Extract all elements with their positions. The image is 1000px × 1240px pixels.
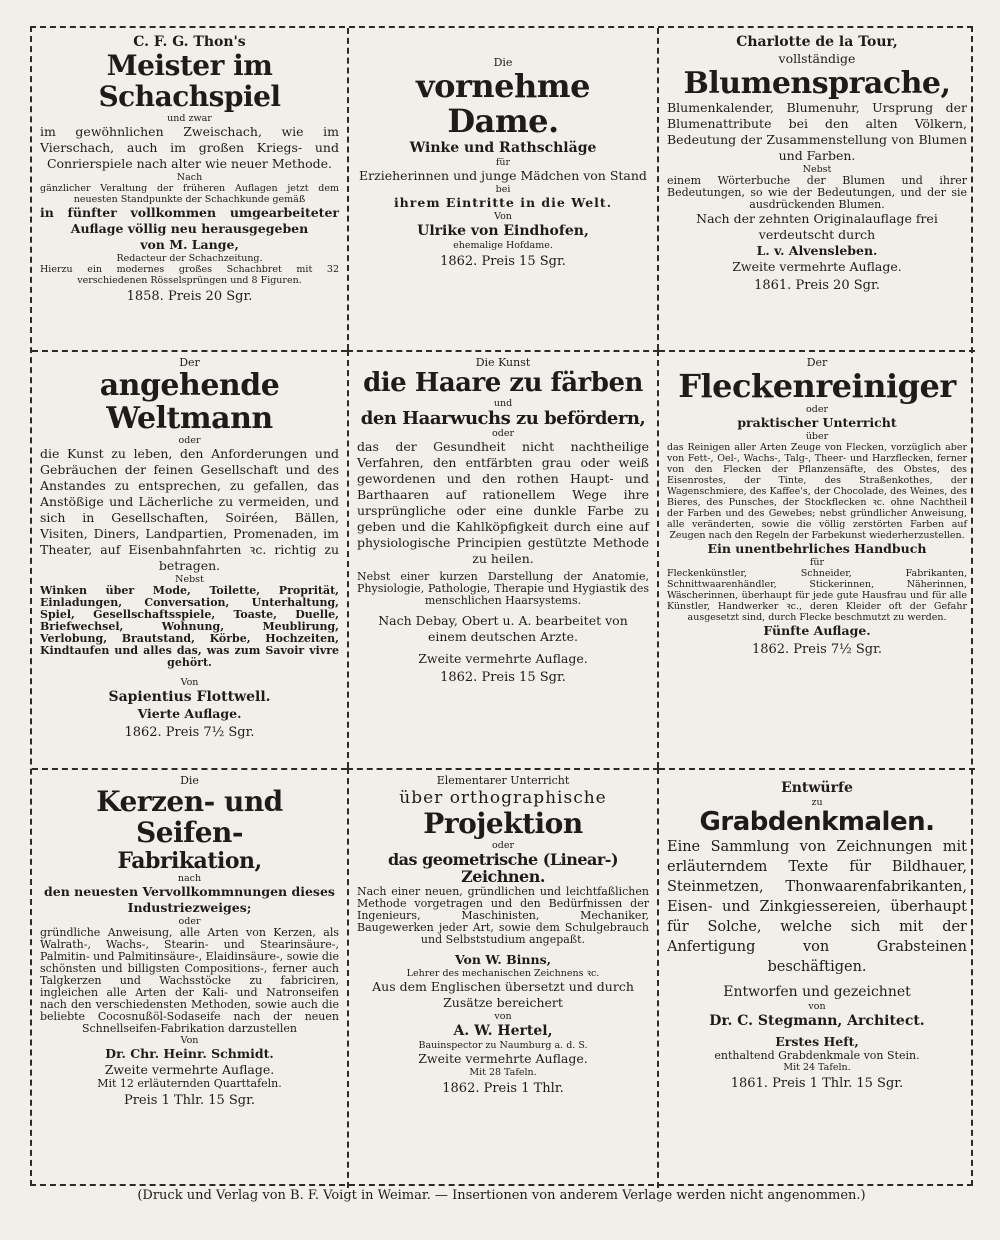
part-line: Erstes Heft, [775, 1033, 859, 1049]
connector: über [805, 431, 829, 443]
description: gründliche Anweisung, alle Arten von Kerzen, als Walrath-, Wachs-, Stearin- und Stearinsäure-, Palmitin- und Palmitinsäure-, Elaidinsäure-, sowie die schönsten und billigsten Compositions-, ferner auch Talgkerzen und Wachsstöcke zu fabriciren, ingleichen alle Arten der Kali- und Natronseifen nach den verschiedensten Methoden, sowie auch die beliebte Cocosnußöl-Sodaseife nach der neuen Schnellseifen-Fabrikation darzustellen [40, 925, 339, 1035]
ad-grid [30, 26, 973, 1186]
author-role: ehemalige Hofdame. [453, 240, 553, 252]
connector: nach [177, 872, 202, 884]
book-title: Kerzen- und Seifen- [96, 785, 283, 849]
publisher-footer: (Druck und Verlag von B. F. Voigt in Weimar. — Insertionen von anderem Verlage werden nicht angenommen.) [137, 1188, 866, 1203]
connector: von [494, 1010, 512, 1022]
price: 1861. Preis 20 Sgr. [754, 278, 880, 293]
author-name: Sapientius Flottwell. [108, 689, 271, 705]
connector: Von [180, 677, 199, 688]
author-role: Redacteur der Schachzeitung. [116, 252, 263, 264]
edition-line: Zweite vermehrte Auflage. [418, 1050, 588, 1066]
book-title-2: den Haarwuchs zu befördern, [360, 407, 646, 429]
ad-schachspiel [32, 28, 347, 350]
price: 1862. Preis 15 Sgr. [440, 254, 566, 270]
ad-grabdenkmalen [659, 768, 975, 1188]
author-line: Nach Debay, Obert u. A. bearbeitet von einem deutschen Arzte. [378, 613, 628, 645]
book-title-2: Fabrikation, [117, 847, 262, 874]
description-2: Fleckenkünstler, Schneider, Fabrikanten, Schnittwaarenhändler, Stickerinnen, Näherinnen, Wäscherinnen, überhaupt für jede gute Hausfrau und für alle Künstler, Handwerker ꝛc., deren Kleider oft der Gefahr ausgesetzt sind, durch Flecke beschmutzt zu werden. [667, 568, 967, 624]
pre-title: Die Kunst [475, 356, 531, 369]
drawn-note: Entworfen und gezeichnet [723, 983, 911, 1000]
extra-note: Hierzu ein modernes großes Schachbret mit 32 verschiedenen Rösselsprüngen und 8 Figuren. [40, 263, 339, 286]
author-name: Ulrike von Eindhofen, [417, 223, 589, 240]
subtitle: den neuesten Vervollkommnungen dieses Industriezweiges; [44, 883, 335, 915]
author-name: von M. Lange, [140, 236, 239, 252]
connector: oder [178, 435, 201, 446]
edition-line: Zweite vermehrte Auflage. [732, 259, 902, 274]
edition-line: Fünfte Auflage. [763, 623, 871, 639]
audience: Erzieherinnen und junge Mädchen von Stand [359, 168, 647, 184]
plates-note: Mit 28 Tafeln. [469, 1066, 537, 1078]
ad-weltmann [32, 350, 347, 768]
book-title: Fleckenreiniger [678, 367, 956, 405]
connector: oder [806, 404, 828, 416]
article: Die [493, 56, 513, 69]
edition-line: Zweite vermehrte Auflage. [104, 1061, 275, 1077]
author-line: C. F. G. Thon's [133, 34, 246, 50]
book-title: Blumensprache, [683, 66, 951, 101]
ad-kerzen-seifen [32, 768, 347, 1188]
connector: Nebst [802, 164, 832, 175]
edition-line: in fünfter vollkommen umgearbeiteter Auflage völlig neu herausgegeben [40, 204, 339, 236]
ad-fleckenreiniger [659, 350, 975, 768]
connector: oder [492, 428, 514, 440]
part-desc: enthaltend Grabdenkmale von Stein. [714, 1048, 920, 1062]
connector: Von [494, 211, 512, 223]
description: das der Gesundheit nicht nachtheilige Verfahren, den entfärbten grau oder weiß gewordenen und den rothen Haupt- und Barthaaren auf rationellem Wege ihre ursprüngliche oder eine dunkle Farbe zu geben und die Kahlköpfigkeit durch eine auf physiologische Principien gestützte Methode zu heilen. [357, 439, 649, 567]
pre-title: Elementarer Unterricht [436, 774, 570, 787]
description-2: gänzlicher Veraltung der früheren Auflagen jetzt dem neuesten Standpunkte der Schachkunde gemäß [40, 182, 339, 205]
article: Der [179, 356, 200, 369]
ad-haare-faerben [347, 350, 659, 768]
description-2: einem Wörterbuche der Blumen und ihrer Bedeutungen, so wie der Bedeutungen, und der sie ausdrückenden Blumen. [667, 174, 967, 211]
edition-line: Zweite vermehrte Auflage. [418, 651, 588, 667]
author-name: Dr. Chr. Heinr. Schmidt. [105, 1045, 274, 1061]
description-2: Winken über Mode, Toilette, Proprität, Einladungen, Conversation, Unterhaltung, Spiel, Gesellschaftsspiele, Toaste, Duelle, Briefwechsel, Wohnung, Meublirung, Verlobung, Brautstand, Körbe, Hochzeiten, Kindtaufen und alles das, was zum Savoir vivre gehört. [40, 584, 339, 669]
connector: bei [495, 184, 511, 196]
connector: Nebst [175, 574, 204, 585]
price: 1861. Preis 1 Thlr. 15 Sgr. [730, 1075, 904, 1091]
price: 1858. Preis 20 Sgr. [126, 288, 253, 304]
book-title: Projektion [423, 807, 583, 840]
description: das Reinigen aller Arten Zeuge von Flecken, vorzüglich aber von Fett-, Oel-, Wachs-, Talg-, Theer- und Harzflecken, ferner von den Flecken der Pflanzensäfte, des Obstes, des Eisenrostes, der Tinte, des Straßenkothes, der Wagenschmiere, des Kaffee's, der Chocolade, des Weines, des Bieres, des Punsches, der Stockflecken ꝛc. ohne Nachtheil der Farben und des Gewebes; nebst gründlicher Anweisung, alle veränderten, sowie die völlig zerstörten Farben auf Zeugen nach den Regeln der Farbekunst wiederherzustellen. [667, 442, 967, 542]
book-title: Grabdenkmalen. [699, 807, 935, 837]
ad-blumensprache [659, 28, 975, 350]
article: Die [180, 774, 199, 787]
price: 1862. Preis 1 Thlr. [442, 1080, 564, 1096]
ad-vornehme-dame [347, 28, 659, 350]
price: 1862. Preis 15 Sgr. [440, 670, 566, 686]
plates-note: Mit 12 erläuternden Quarttafeln. [97, 1076, 282, 1090]
author-line: Charlotte de la Tour, [736, 34, 898, 50]
book-title: vornehme Dame. [416, 67, 590, 141]
description: im gewöhnlichen Zweischach, wie im Vierschach, auch im großen Kriegs- und Conrierspiele nach alter wie neuer Methode. [40, 123, 339, 171]
plates-note: Mit 24 Tafeln. [783, 1061, 851, 1073]
price: 1862. Preis 7½ Sgr. [124, 725, 255, 740]
connector: zu [811, 797, 823, 808]
description: Nach einer neuen, gründlichen und leichtfaßlichen Methode vorgetragen und den Bedürfnissen der Ingenieurs, Maschinisten, Mechaniker, Baugewerken jeder Art, sowie dem Schulgebrauch und Selbststudium angepaßt. [357, 884, 649, 946]
pre-title: Entwürfe [781, 780, 853, 796]
handbook-line: Ein unentbehrliches Handbuch [707, 541, 927, 557]
connector: oder [178, 915, 201, 927]
connector: für [495, 157, 511, 169]
description: die Kunst zu leben, den Anforderungen und Gebräuchen der feinen Gesellschaft und des Anstandes zu entsprechen, zu gefallen, das Anstößige und Lächerliche zu vermeiden, und sich in Gesellschaften, Soiréen, Bällen, Visiten, Diners, Landpartien, Promenaden, im Theater, auf Eisenbahnfahrten ꝛc. richtig zu betragen. [40, 446, 339, 573]
author-name: Von W. Binns, [454, 951, 551, 967]
translator: A. W. Hertel, [453, 1022, 553, 1039]
connector: für [809, 557, 825, 569]
connector: Nach [176, 171, 203, 183]
occasion: ihrem Eintritte in die Welt. [393, 195, 613, 211]
translation-note: Aus dem Englischen übersetzt und durch Zusätze bereichert [372, 978, 634, 1010]
description: Eine Sammlung von Zeichnungen mit erläuterndem Texte für Bildhauer, Steinmetzen, Thonwaarenfabrikanten, Eisen- und Zinkgiessereien, überhaupt für Solche, welche sich mit der Anfertigung von Grabsteinen beschäftigen. [667, 838, 967, 975]
description: Blumenkalender, Blumenuhr, Ursprung der Blumenattribute bei den alten Völkern, Bedeutung der Zusammenstellung von Blumen und Farben. [667, 100, 967, 163]
subtitle: praktischer Unterricht [737, 415, 897, 431]
book-title-2: das geometrische (Linear-) Zeichnen. [387, 849, 619, 887]
connector: oder [492, 839, 514, 851]
price: 1862. Preis 7½ Sgr. [751, 642, 883, 658]
ad-projektion [347, 768, 659, 1188]
translator-role: Bauinspector zu Naumburg a. d. S. [418, 1039, 588, 1051]
connector: und zwar [167, 112, 212, 124]
book-title: angehende Weltmann [99, 368, 280, 436]
author-role: Lehrer des mechanischen Zeichnens ꝛc. [406, 967, 600, 979]
translation-note: Nach der zehnten Originalauflage frei verdeutscht durch [696, 211, 938, 242]
connector: Von [180, 1034, 199, 1046]
article: Der [806, 356, 828, 369]
pre-title: vollständige [778, 51, 856, 66]
book-title: die Haare zu färben [363, 368, 643, 398]
connector: von [808, 1000, 826, 1012]
edition-line: Vierte Auflage. [137, 706, 242, 721]
description-2: Nebst einer kurzen Darstellung der Anatomie, Physiologie, Pathologie, Therapie und Hygiastik des menschlichen Haarsystems. [357, 570, 649, 608]
subtitle: Winke und Rathschläge [409, 140, 597, 157]
pre-title-2: über orthographische [399, 788, 607, 808]
price: Preis 1 Thlr. 15 Sgr. [123, 1092, 256, 1108]
author-name: Dr. C. Stegmann, Architect. [709, 1012, 925, 1029]
translator: L. v. Alvensleben. [756, 243, 878, 258]
book-title: Meister im Schachspiel [98, 49, 281, 113]
connector: und [493, 397, 513, 409]
